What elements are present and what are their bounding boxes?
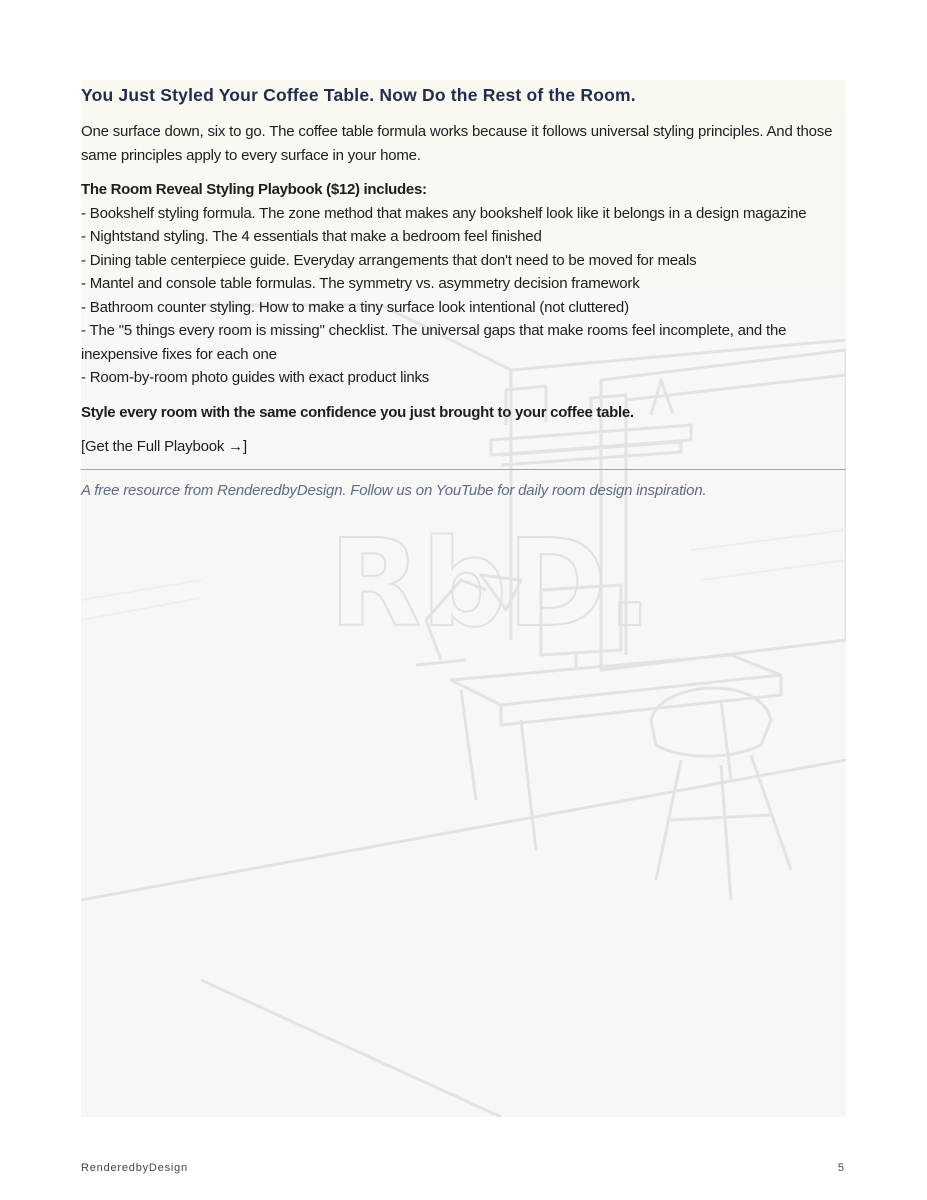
footer-brand: RenderedbyDesign: [81, 1162, 188, 1174]
feature-item: - Bookshelf styling formula. The zone method that makes any bookshelf look like it belongs in a design magazine: [81, 204, 807, 222]
closing-statement: Style every room with the same confidence you just brought to your coffee table.: [81, 403, 634, 421]
page-number: 5: [837, 1162, 844, 1174]
feature-item: - Mantel and console table formulas. The symmetry vs. asymmetry decision framework: [81, 275, 640, 292]
get-playbook-link[interactable]: [Get the Full Playbook →]: [81, 438, 247, 455]
divider: [81, 469, 846, 470]
footer-note: A free resource from RenderedbyDesign. Follow us on YouTube for daily room design inspiration.: [81, 481, 707, 499]
watermark-logo: RbD.: [329, 515, 653, 654]
intro-paragraph: One surface down, six to go. The coffee table formula works because it follows universal styling principles. And those same principles apply to every surface in your home.: [81, 123, 833, 164]
feature-item: - Room-by-room photo guides with exact product links: [81, 369, 430, 386]
section-heading: You Just Styled Your Coffee Table. Now Do the Rest of the Room.: [81, 85, 636, 105]
feature-item: - Bathroom counter styling. How to make a tiny surface look intentional (not cluttered): [81, 298, 629, 316]
feature-list: [81, 202, 846, 390]
feature-item: - Nightstand styling. The 4 essentials that make a bedroom feel finished: [81, 228, 542, 245]
playbook-title: The Room Reveal Styling Playbook ($12) includes:: [81, 181, 427, 198]
feature-item: - Dining table centerpiece guide. Everyday arrangements that don't need to be moved for meals: [81, 251, 697, 269]
main-content: [81, 80, 846, 502]
feature-item: - The "5 things every room is missing" checklist. The universal gaps that make rooms feel incomplete, and the inexpensive fixes for each one: [81, 322, 787, 363]
